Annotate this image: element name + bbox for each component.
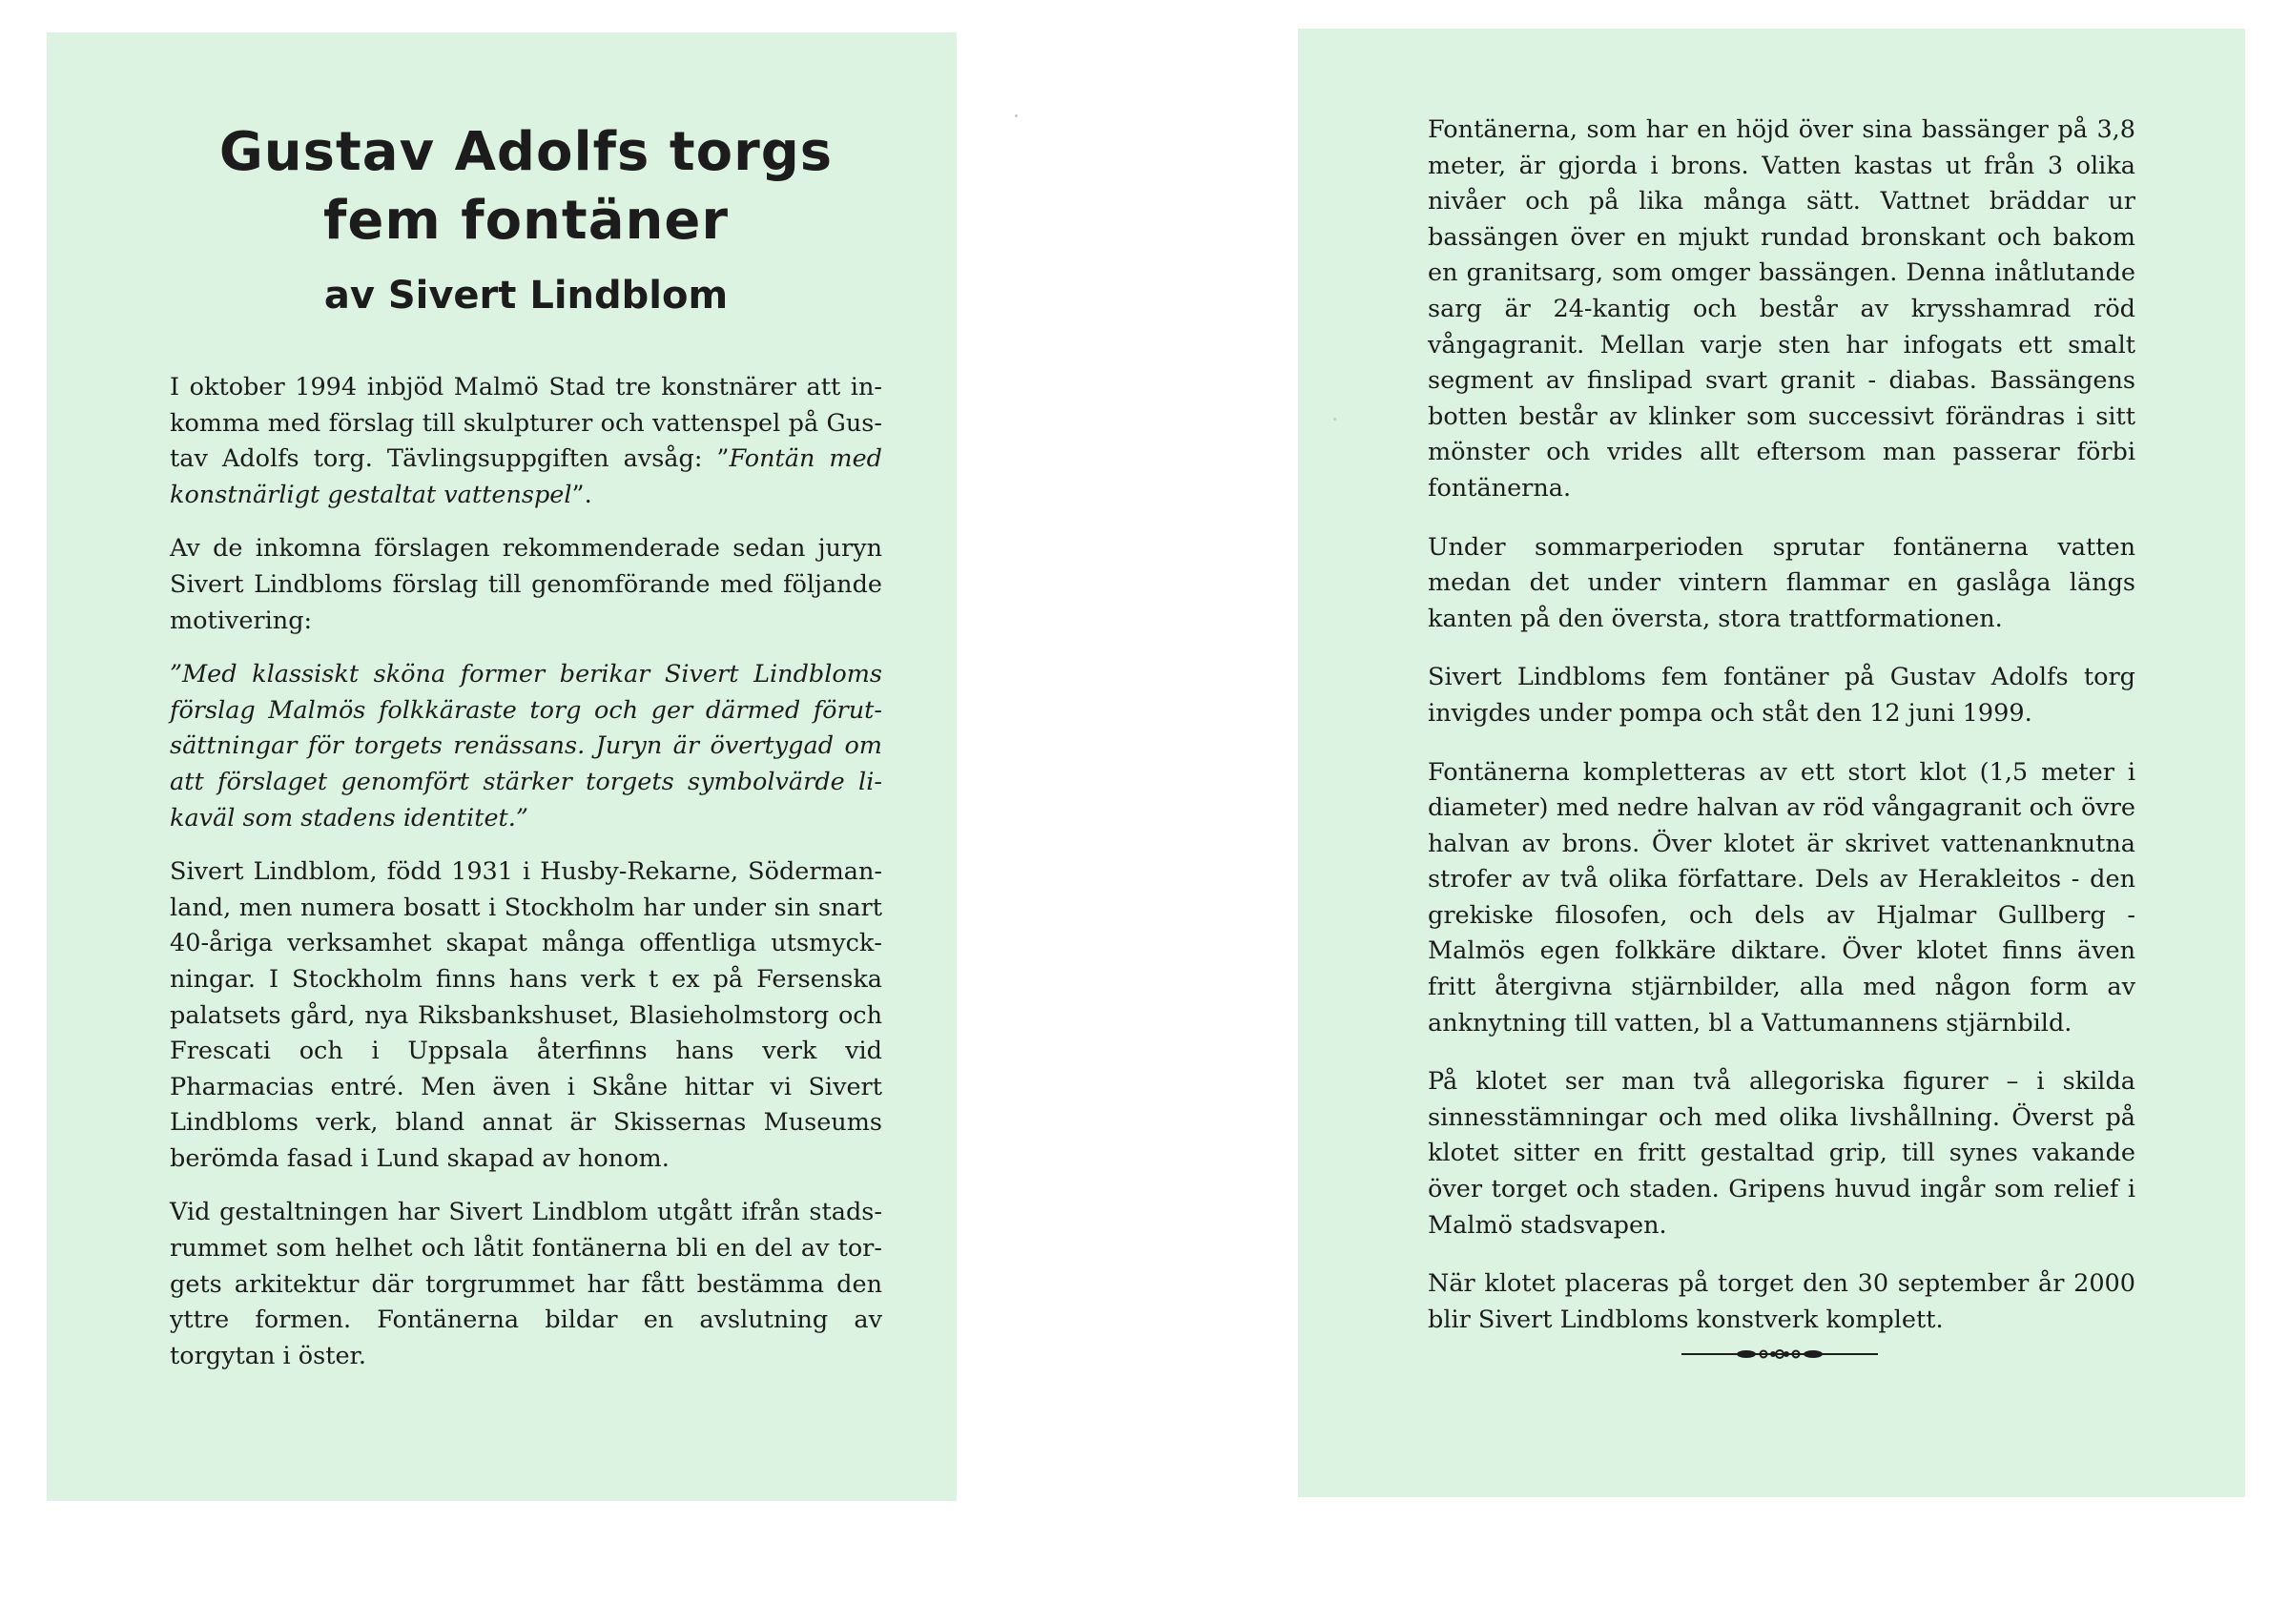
paragraph-completion: När klotet placeras på torget den 30 september år 2000 blir Sivert Lindbloms konstverk komplett. [1428, 1269, 2135, 1334]
paragraph-intro [170, 370, 882, 513]
title-line-1: Gustav Adolfs torgs [218, 121, 834, 183]
paragraph-figures: På klotet ser man två allegoriska figurer – i skilda sinnesstämningar och med olika livshållning. Överst på klotet sitter en fritt gestaltad grip, till synes vakande över torget och staden. Gripens huvud ingår som relief i Malmö stadsvapen. [1428, 1067, 2135, 1240]
paragraph-jury: Av de inkomna förslagen rekommenderade sedan juryn Sivert Lindbloms förslag till genomförande med följande motivering: [170, 534, 882, 635]
paragraph-biography: Sivert Lindblom, född 1931 i Husby-Rekarne, Södermanland, men numera bosatt i Stockholm har under sin snart 40-åriga verksamhet skapat många offentliga utsmyckningar. I Stockholm finns hans verk t ex på Fersenska palatsets gård, nya Riksbankshuset, Blasieholmstorg och Frescati och i Uppsala återfinns hans verk vid Pharmacias entré. Men även i Skåne hittar vi Sivert Lindbloms verk, bland annat är Skissernas Museums berömda fasad i Lund skapad av honom. [170, 857, 882, 1173]
paragraph-sphere: Fontänerna kompletteras av ett stort klot (1,5 meter i diameter) med nedre halvan av röd vångagranit och övre halvan av brons. Över klotet är skrivet vattenanknutna strofer av två olika författare. Dels av Herakleitos - den grekiske filosofen, och dels av Hjalmar Gullberg - Malmös egen folkkäre diktare. Över klotet finns även fritt återgivna stjärnbilder, alla med någon form av anknytning till vatten, bl a Vattumannens stjärnbild. [1428, 757, 2135, 1038]
jury-quote: ”Med klassiskt sköna former berikar Sivert Lindbloms förslag Malmös folkkäraste torg och ger därmed förutsättningar för torgets renässans. Juryn är övertygad om att förslaget genomfört stärker torgets symbolvärde likaväl som stadens identitet.” [170, 660, 882, 833]
paragraph-inauguration: Sivert Lindbloms fem fontäner på Gustav Adolfs torg invigdes under pompa och ståt den 12 juni 1999. [1428, 663, 2135, 728]
article-subtitle: av Sivert Lindblom [323, 274, 729, 318]
decorative-divider-icon [1681, 1346, 1878, 1363]
intro-end: ”. [571, 480, 592, 509]
right-page [1298, 29, 2245, 1497]
title-line-2: fem fontäner [323, 190, 729, 252]
article-title [170, 118, 882, 256]
paragraph-seasons: Under sommarperioden sprutar fontänerna vatten medan det under vintern flammar en gaslåga längs kanten på den översta, stora trattformationen. [1428, 532, 2135, 633]
gutter-speck [1333, 418, 1336, 421]
gutter-speck [1015, 114, 1018, 117]
left-page [47, 32, 957, 1501]
paragraph-design: Vid gestaltningen har Sivert Lindblom utgått ifrån stadsrummet som helhet och låtit fontänerna bli en del av torgets arkitektur där torgrummet har fått bestämma den yttre formen. Fontänerna bildar en avslutning av torgytan i öster. [170, 1198, 882, 1370]
intro-text: I oktober 1994 inbjöd Malmö Stad tre konstnärer att inkomma med förslag till skulpturer och vattenspel på Gustav Adolfs torg. Tävlingsuppgiften avsåg: ” [170, 373, 882, 474]
intro-italic-title: Fontän med konstnärligt gestaltat vattenspel [170, 444, 882, 509]
paragraph-fountains: Fontänerna, som har en höjd över sina bassänger på 3,8 meter, är gjorda i brons. Vatten kastas ut från 3 olika nivåer och på lika många sätt. Vattnet bräddar ur bassängen över en mjukt rundad bronskant och bakom en granitsarg, som omger bassängen. Denna inåtlutande sarg är 24-kantig och består av krysshamrad röd vångagranit. Mellan varje sten har infogats ett smalt segment av finslipad svart granit - diabas. Bassängens botten består av klinker som successivt förändras i sitt mönster och vrides allt eftersom man passerar förbi fontänerna. [1428, 115, 2135, 503]
